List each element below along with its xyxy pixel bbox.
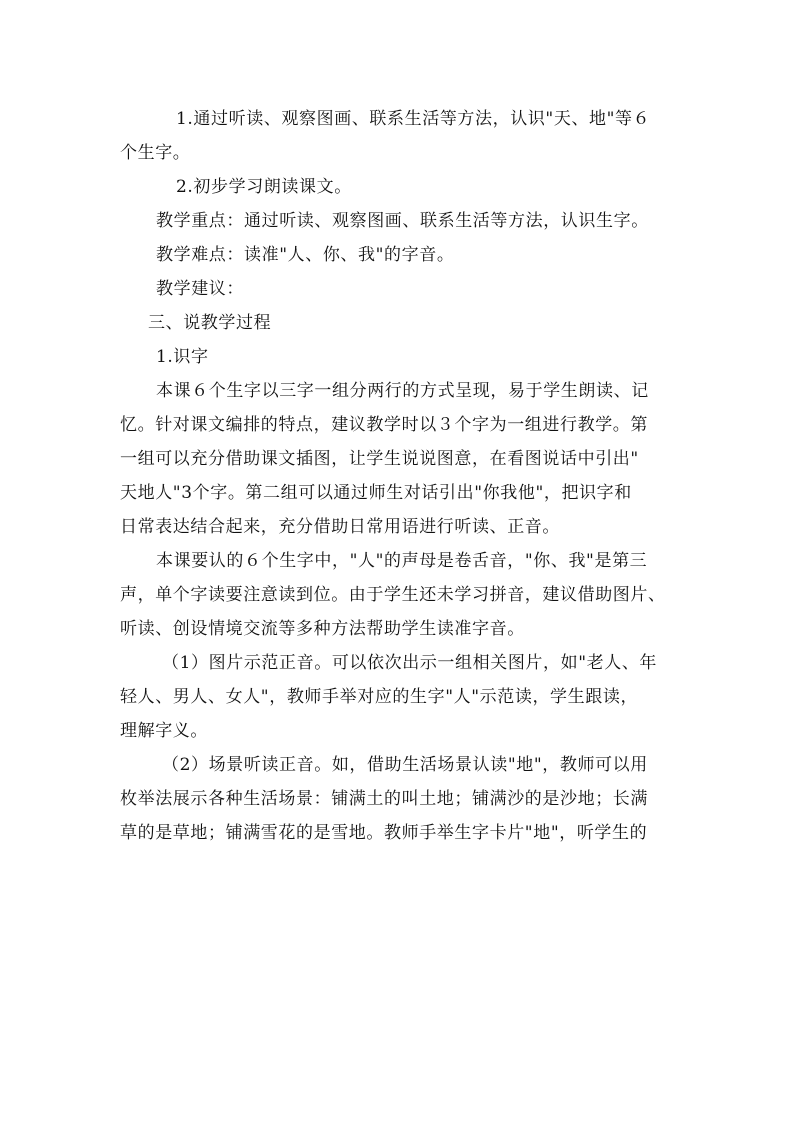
paragraph-1-line-5: 日常表达结合起来，充分借助日常用语进行听读、正音。 <box>120 517 560 537</box>
paragraph-1-line-2: 忆。针对课文编排的特点，建议教学时以３个字为一组进行教学。第 <box>120 415 648 435</box>
item-1-line-1: （1）图片示范正音。可以依次出示一组相关图片，如"老人、年 <box>162 653 658 673</box>
teaching-suggestion: 教学建议： <box>156 279 244 299</box>
item-2-line-2: 枚举法展示各种生活场景：铺满土的叫土地；铺满沙的是沙地；长满 <box>120 789 648 809</box>
objective-1-line-2: 个生字。 <box>120 143 191 163</box>
teaching-difficulty: 教学难点：读准"人、你、我"的字音。 <box>156 245 455 265</box>
item-1-line-3: 理解字义。 <box>120 721 208 741</box>
item-1-line-2: 轻人、男人、女人"，教师手举对应的生字"人"示范读，学生跟读， <box>120 687 639 707</box>
objective-2: 2.初步学习朗读课文。 <box>176 177 352 197</box>
paragraph-1-line-4: 天地人"3个字。第二组可以通过师生对话引出"你我他"，把识字和 <box>120 483 632 503</box>
paragraph-1-line-3: 一组可以充分借助课文插图，让学生说说图意，在看图说话中引出" <box>120 449 639 469</box>
teaching-focus: 教学重点：通过听读、观察图画、联系生活等方法，认识生字。 <box>156 211 649 231</box>
item-2-line-1: （2）场景听读正音。如，借助生活场景认读"地"，教师可以用 <box>162 755 648 775</box>
subsection-heading: 1.识字 <box>156 347 209 367</box>
paragraph-2-line-1: 本课要认的６个生字中，"人"的声母是卷舌音，"你、我"是第三 <box>156 551 648 571</box>
paragraph-1-line-1: 本课６个生字以三字一组分两行的方式呈现，易于学生朗读、记 <box>156 381 649 401</box>
paragraph-2-line-3: 听读、创设情境交流等多种方法帮助学生读准字音。 <box>120 619 525 639</box>
objective-1-line-1: 1.通过听读、观察图画、联系生活等方法，认识"天、地"等６ <box>176 109 651 129</box>
document-body <box>120 102 680 850</box>
paragraph-2-line-2: 声，单个字读要注意读到位。由于学生还未学习拼音，建议借助图片、 <box>120 585 666 605</box>
section-heading: 三、说教学过程 <box>148 313 272 333</box>
item-2-line-3: 草的是草地；铺满雪花的是雪地。教师手举生字卡片"地"，听学生的 <box>120 823 648 843</box>
